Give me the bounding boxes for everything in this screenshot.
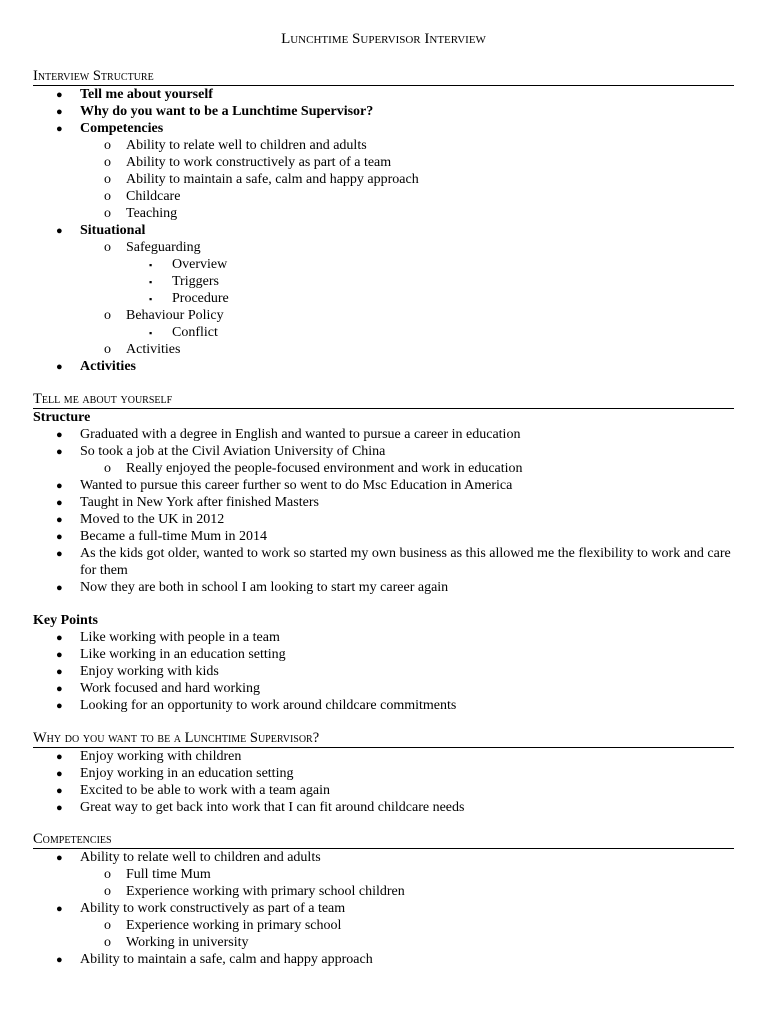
list-item: ● Competencies [56, 121, 164, 136]
bullet-icon: ● [56, 852, 63, 864]
circle-bullet-icon: o [104, 172, 111, 187]
list-item: ● Enjoy working with kids [56, 664, 219, 679]
competencies-section [33, 831, 734, 968]
bullet-icon: ● [56, 106, 63, 118]
key-points-list [33, 629, 734, 714]
list-item: ● So took a job at the Civil Aviation University of China [56, 444, 386, 459]
list-item: ● Ability to maintain a safe, calm and happy approach [56, 952, 373, 967]
bullet-icon: ● [56, 548, 63, 560]
circle-bullet-icon: o [104, 155, 111, 170]
bullet-icon: ● [56, 429, 63, 441]
why-list [33, 748, 734, 816]
bullet-icon: ● [56, 531, 63, 543]
competencies-list [33, 849, 734, 968]
circle-bullet-icon: o [104, 935, 111, 950]
list-item: o Activities [104, 342, 181, 357]
list-item: o Ability to work constructively as part of a team [104, 155, 392, 170]
circle-bullet-icon: o [104, 461, 111, 476]
circle-bullet-icon: o [104, 206, 111, 221]
list-item: ● Ability to work constructively as part of a team [56, 901, 346, 916]
bullet-icon: ● [56, 768, 63, 780]
circle-bullet-icon: o [104, 884, 111, 899]
list-item: ● Activities [56, 359, 136, 374]
bullet-icon: ● [56, 632, 63, 644]
list-item: ▪ Triggers [149, 274, 219, 289]
list-item: ▪ Overview [149, 257, 228, 272]
list-item: o Teaching [104, 206, 178, 221]
list-item: ● Great way to get back into work that I can fit around childcare needs [56, 800, 465, 815]
circle-bullet-icon: o [104, 308, 111, 323]
spacer [33, 816, 734, 831]
circle-bullet-icon: o [104, 189, 111, 204]
list-item: ▪ Conflict [149, 325, 218, 340]
why-section [33, 730, 734, 816]
list-item: o Really enjoyed the people-focused environment and work in education [104, 461, 523, 476]
square-bullet-icon: ▪ [149, 277, 153, 287]
list-item: ● Enjoy working with children [56, 749, 242, 764]
about-yourself-section [33, 391, 734, 714]
bullet-icon: ● [56, 225, 63, 237]
spacer [33, 375, 734, 391]
list-item: ● Graduated with a degree in English and wanted to pursue a career in education [56, 427, 521, 442]
section-heading: Why do you want to be a Lunchtime Supervisor? [33, 730, 734, 748]
bullet-icon: ● [56, 903, 63, 915]
list-item: ● Enjoy working in an education setting [56, 766, 294, 781]
square-bullet-icon: ▪ [149, 260, 153, 270]
list-item: o Ability to relate well to children and adults [104, 138, 367, 153]
list-item: o Experience working in primary school [104, 918, 342, 933]
interview-structure-section [33, 68, 734, 375]
bullet-icon: ● [56, 123, 63, 135]
list-item: ● Work focused and hard working [56, 681, 261, 696]
list-item: ● Why do you want to be a Lunchtime Supervisor? [56, 104, 374, 119]
list-item: ● Excited to be able to work with a team again [56, 783, 330, 798]
structure-subheading: Structure [33, 410, 91, 425]
list-item: ● Became a full-time Mum in 2014 [56, 529, 268, 544]
list-item: o Working in university [104, 935, 249, 950]
bullet-icon: ● [56, 361, 63, 373]
list-item: ● Now they are both in school I am looking to start my career again [56, 580, 449, 595]
list-item: ● As the kids got older, wanted to work so started my own business as this allowed me the flexibility to work and care for them [56, 546, 731, 578]
key-points-subheading: Key Points [33, 613, 98, 628]
bullet-icon: ● [56, 683, 63, 695]
list-item: ● Tell me about yourself [56, 87, 213, 102]
list-item: o Full time Mum [104, 867, 211, 882]
list-item: ● Like working in an education setting [56, 647, 286, 662]
section-heading: Interview Structure [33, 68, 734, 86]
square-bullet-icon: ▪ [149, 294, 153, 304]
bullet-icon: ● [56, 89, 63, 101]
circle-bullet-icon: o [104, 138, 111, 153]
list-item: ● Wanted to pursue this career further so went to do Msc Education in America [56, 478, 513, 493]
list-item: o Childcare [104, 189, 181, 204]
square-bullet-icon: ▪ [149, 328, 153, 338]
list-item: ▪ Procedure [149, 291, 229, 306]
bullet-icon: ● [56, 582, 63, 594]
list-item: ● Taught in New York after finished Masters [56, 495, 319, 510]
list-item: ● Ability to relate well to children and adults [56, 850, 321, 865]
bullet-icon: ● [56, 514, 63, 526]
bullet-icon: ● [56, 649, 63, 661]
document-title: Lunchtime Supervisor Interview [281, 31, 486, 47]
list-item: ● Situational [56, 223, 146, 238]
section-heading: Competencies [33, 831, 734, 849]
bullet-icon: ● [56, 666, 63, 678]
spacer [33, 714, 734, 730]
list-item: ● Moved to the UK in 2012 [56, 512, 225, 527]
about-structure-list [33, 426, 734, 596]
list-item: ● Looking for an opportunity to work around childcare commitments [56, 698, 457, 713]
list-item: ● Like working with people in a team [56, 630, 280, 645]
bullet-icon: ● [56, 954, 63, 966]
section-heading: Tell me about yourself [33, 391, 734, 409]
list-item: o Safeguarding [104, 240, 201, 255]
bullet-icon: ● [56, 480, 63, 492]
interview-structure-list [33, 86, 734, 375]
list-item: o Ability to maintain a safe, calm and happy approach [104, 172, 419, 187]
circle-bullet-icon: o [104, 867, 111, 882]
list-item: o Experience working with primary school children [104, 884, 405, 899]
bullet-icon: ● [56, 751, 63, 763]
circle-bullet-icon: o [104, 918, 111, 933]
list-item: o Behaviour Policy [104, 308, 224, 323]
bullet-icon: ● [56, 785, 63, 797]
spacer [33, 596, 734, 612]
circle-bullet-icon: o [104, 342, 111, 357]
bullet-icon: ● [56, 802, 63, 814]
bullet-icon: ● [56, 700, 63, 712]
bullet-icon: ● [56, 446, 63, 458]
bullet-icon: ● [56, 497, 63, 509]
circle-bullet-icon: o [104, 240, 111, 255]
